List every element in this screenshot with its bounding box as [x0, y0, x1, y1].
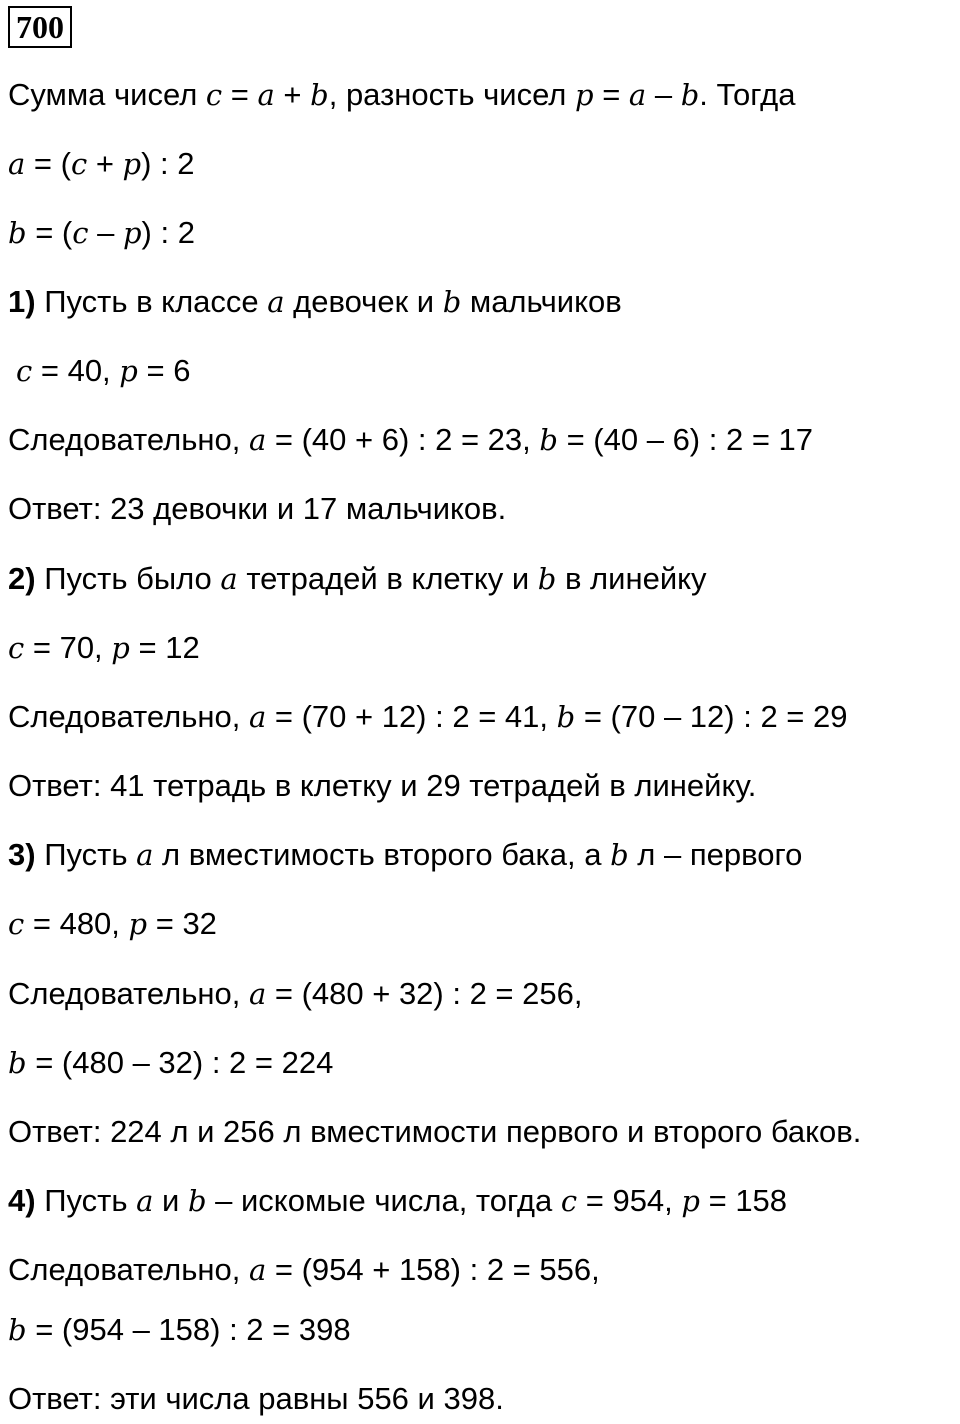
part3-given: c = 480, p = 32 [8, 906, 217, 941]
part1-answer: Ответ: 23 девочки и 17 мальчиков. [8, 491, 507, 526]
intro-line: Сумма чисел c = a + b, разность чисел p = a – b. Тогда [8, 77, 796, 112]
part3-consequence-a: Следовательно, a = (480 + 32) : 2 = 256, [8, 976, 583, 1011]
part4-statement: 4) Пусть a и b – искомые числа, тогда c = 954, p = 158 [8, 1183, 788, 1218]
part-number: 1) [8, 284, 36, 319]
part4-consequence-b: b = (954 – 158) : 2 = 398 [8, 1312, 351, 1347]
part-number: 4) [8, 1183, 36, 1218]
var-b: b [310, 78, 329, 112]
part3-answer: Ответ: 224 л и 256 л вместимости первого и второго баков. [8, 1114, 862, 1149]
part2-answer: Ответ: 41 тетрадь в клетку и 29 тетрадей в линейку. [8, 768, 757, 803]
part3-statement: 3) Пусть a л вместимость второго бака, а b л – первого [8, 837, 803, 872]
intro-text: Сумма чисел [8, 77, 206, 112]
formula-a: a = (c + p) : 2 [8, 146, 195, 181]
part1-consequence: Следовательно, a = (40 + 6) : 2 = 23, b = (40 – 6) : 2 = 17 [8, 422, 814, 457]
part2-consequence: Следовательно, a = (70 + 12) : 2 = 41, b = (70 – 12) : 2 = 29 [8, 699, 848, 734]
var-b: b [680, 78, 700, 112]
var-a: a [628, 78, 647, 112]
var-a: a [257, 78, 275, 112]
var-c: c [205, 78, 223, 112]
problem-number: 700 [8, 6, 72, 48]
part2-statement: 2) Пусть было a тетрадей в клетку и b в линейку [8, 561, 707, 596]
formula-b: b = (c – p) : 2 [8, 215, 195, 250]
part4-answer: Ответ: эти числа равны 556 и 398. [8, 1381, 504, 1416]
part4-consequence-a: Следовательно, a = (954 + 158) : 2 = 556, [8, 1252, 600, 1287]
part3-consequence-b: b = (480 – 32) : 2 = 224 [8, 1045, 334, 1080]
part2-given: c = 70, p = 12 [8, 630, 200, 665]
part-number: 2) [8, 561, 36, 596]
part1-given: c = 40, p = 6 [16, 353, 191, 388]
var-p: p [575, 78, 594, 112]
part1-statement: 1) Пусть в классе a девочек и b мальчиков [8, 284, 622, 319]
part-number: 3) [8, 837, 36, 872]
